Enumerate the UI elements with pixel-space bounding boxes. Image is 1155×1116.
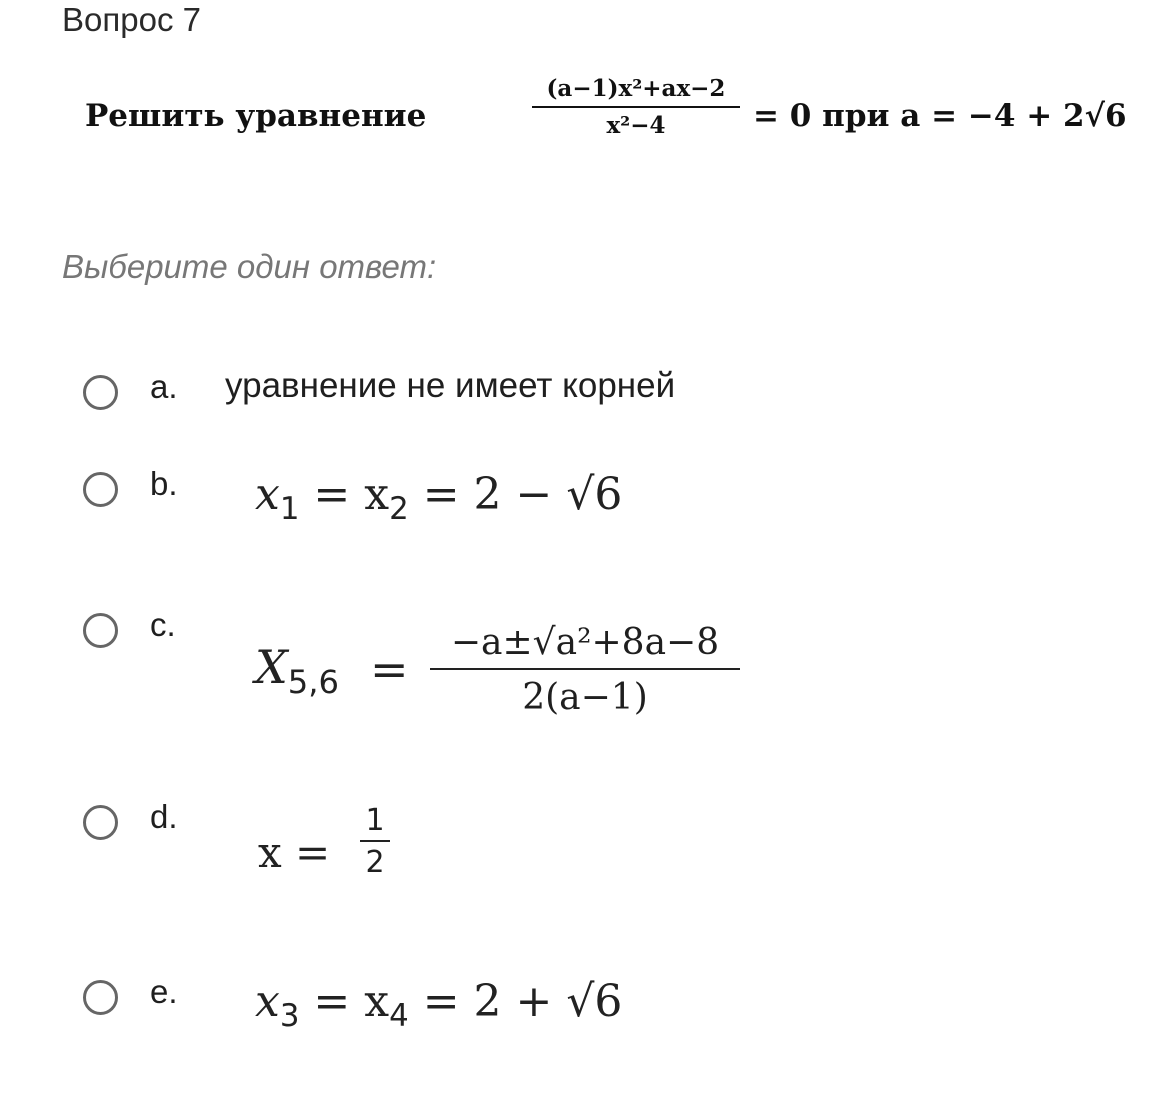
formula-subscript: 4 bbox=[389, 997, 409, 1034]
formula-part: = x bbox=[299, 469, 390, 520]
formula-subscript: 1 bbox=[279, 490, 300, 527]
formula-subscript: 3 bbox=[279, 997, 300, 1034]
option-letter: b. bbox=[150, 465, 178, 502]
question-denominator: x²−4 bbox=[606, 112, 666, 139]
formula-var: x bbox=[255, 469, 280, 520]
option-letter: c. bbox=[150, 606, 176, 643]
formula-part: = 2 + √6 bbox=[408, 976, 623, 1027]
formula-var: X bbox=[255, 640, 288, 694]
option-formula bbox=[255, 469, 622, 527]
fraction-numerator: −a±√a²+8a−8 bbox=[450, 622, 720, 663]
question-number: Вопрос 7 bbox=[62, 1, 201, 38]
formula-var: x bbox=[255, 976, 280, 1027]
formula-subscript: 5,6 bbox=[287, 663, 339, 702]
question-fraction bbox=[530, 72, 742, 142]
option-text: уравнение не имеет корней bbox=[225, 366, 676, 405]
option-letter: a. bbox=[150, 368, 178, 405]
option-letter: d. bbox=[150, 798, 178, 835]
question-numerator: (a−1)x²+ax−2 bbox=[546, 75, 726, 102]
radio-button-e[interactable] bbox=[83, 980, 118, 1015]
fraction-denominator: 2 bbox=[365, 845, 385, 880]
option-formula-lhs bbox=[255, 640, 339, 701]
radio-button-d[interactable] bbox=[83, 805, 118, 840]
formula-part: = x bbox=[299, 976, 390, 1027]
fraction-denominator: 2(a−1) bbox=[522, 677, 648, 718]
answer-instruction: Выберите один ответ: bbox=[62, 248, 437, 285]
radio-button-c[interactable] bbox=[83, 613, 118, 648]
option-formula: x = bbox=[258, 828, 331, 877]
question-text bbox=[85, 72, 1125, 162]
formula-equals: = bbox=[370, 642, 409, 696]
option-fraction bbox=[430, 618, 740, 720]
question-prefix: Решить уравнение bbox=[85, 98, 427, 134]
radio-button-a[interactable] bbox=[83, 375, 118, 410]
option-letter: e. bbox=[150, 973, 178, 1010]
radio-button-b[interactable] bbox=[83, 472, 118, 507]
option-fraction bbox=[360, 802, 390, 880]
fraction-numerator: 1 bbox=[365, 803, 385, 838]
question-condition: = 0 при a = −4 + 2√6 bbox=[753, 98, 1127, 134]
option-formula bbox=[255, 976, 622, 1034]
formula-subscript: 2 bbox=[389, 490, 409, 527]
formula-part: = 2 − √6 bbox=[408, 469, 623, 520]
